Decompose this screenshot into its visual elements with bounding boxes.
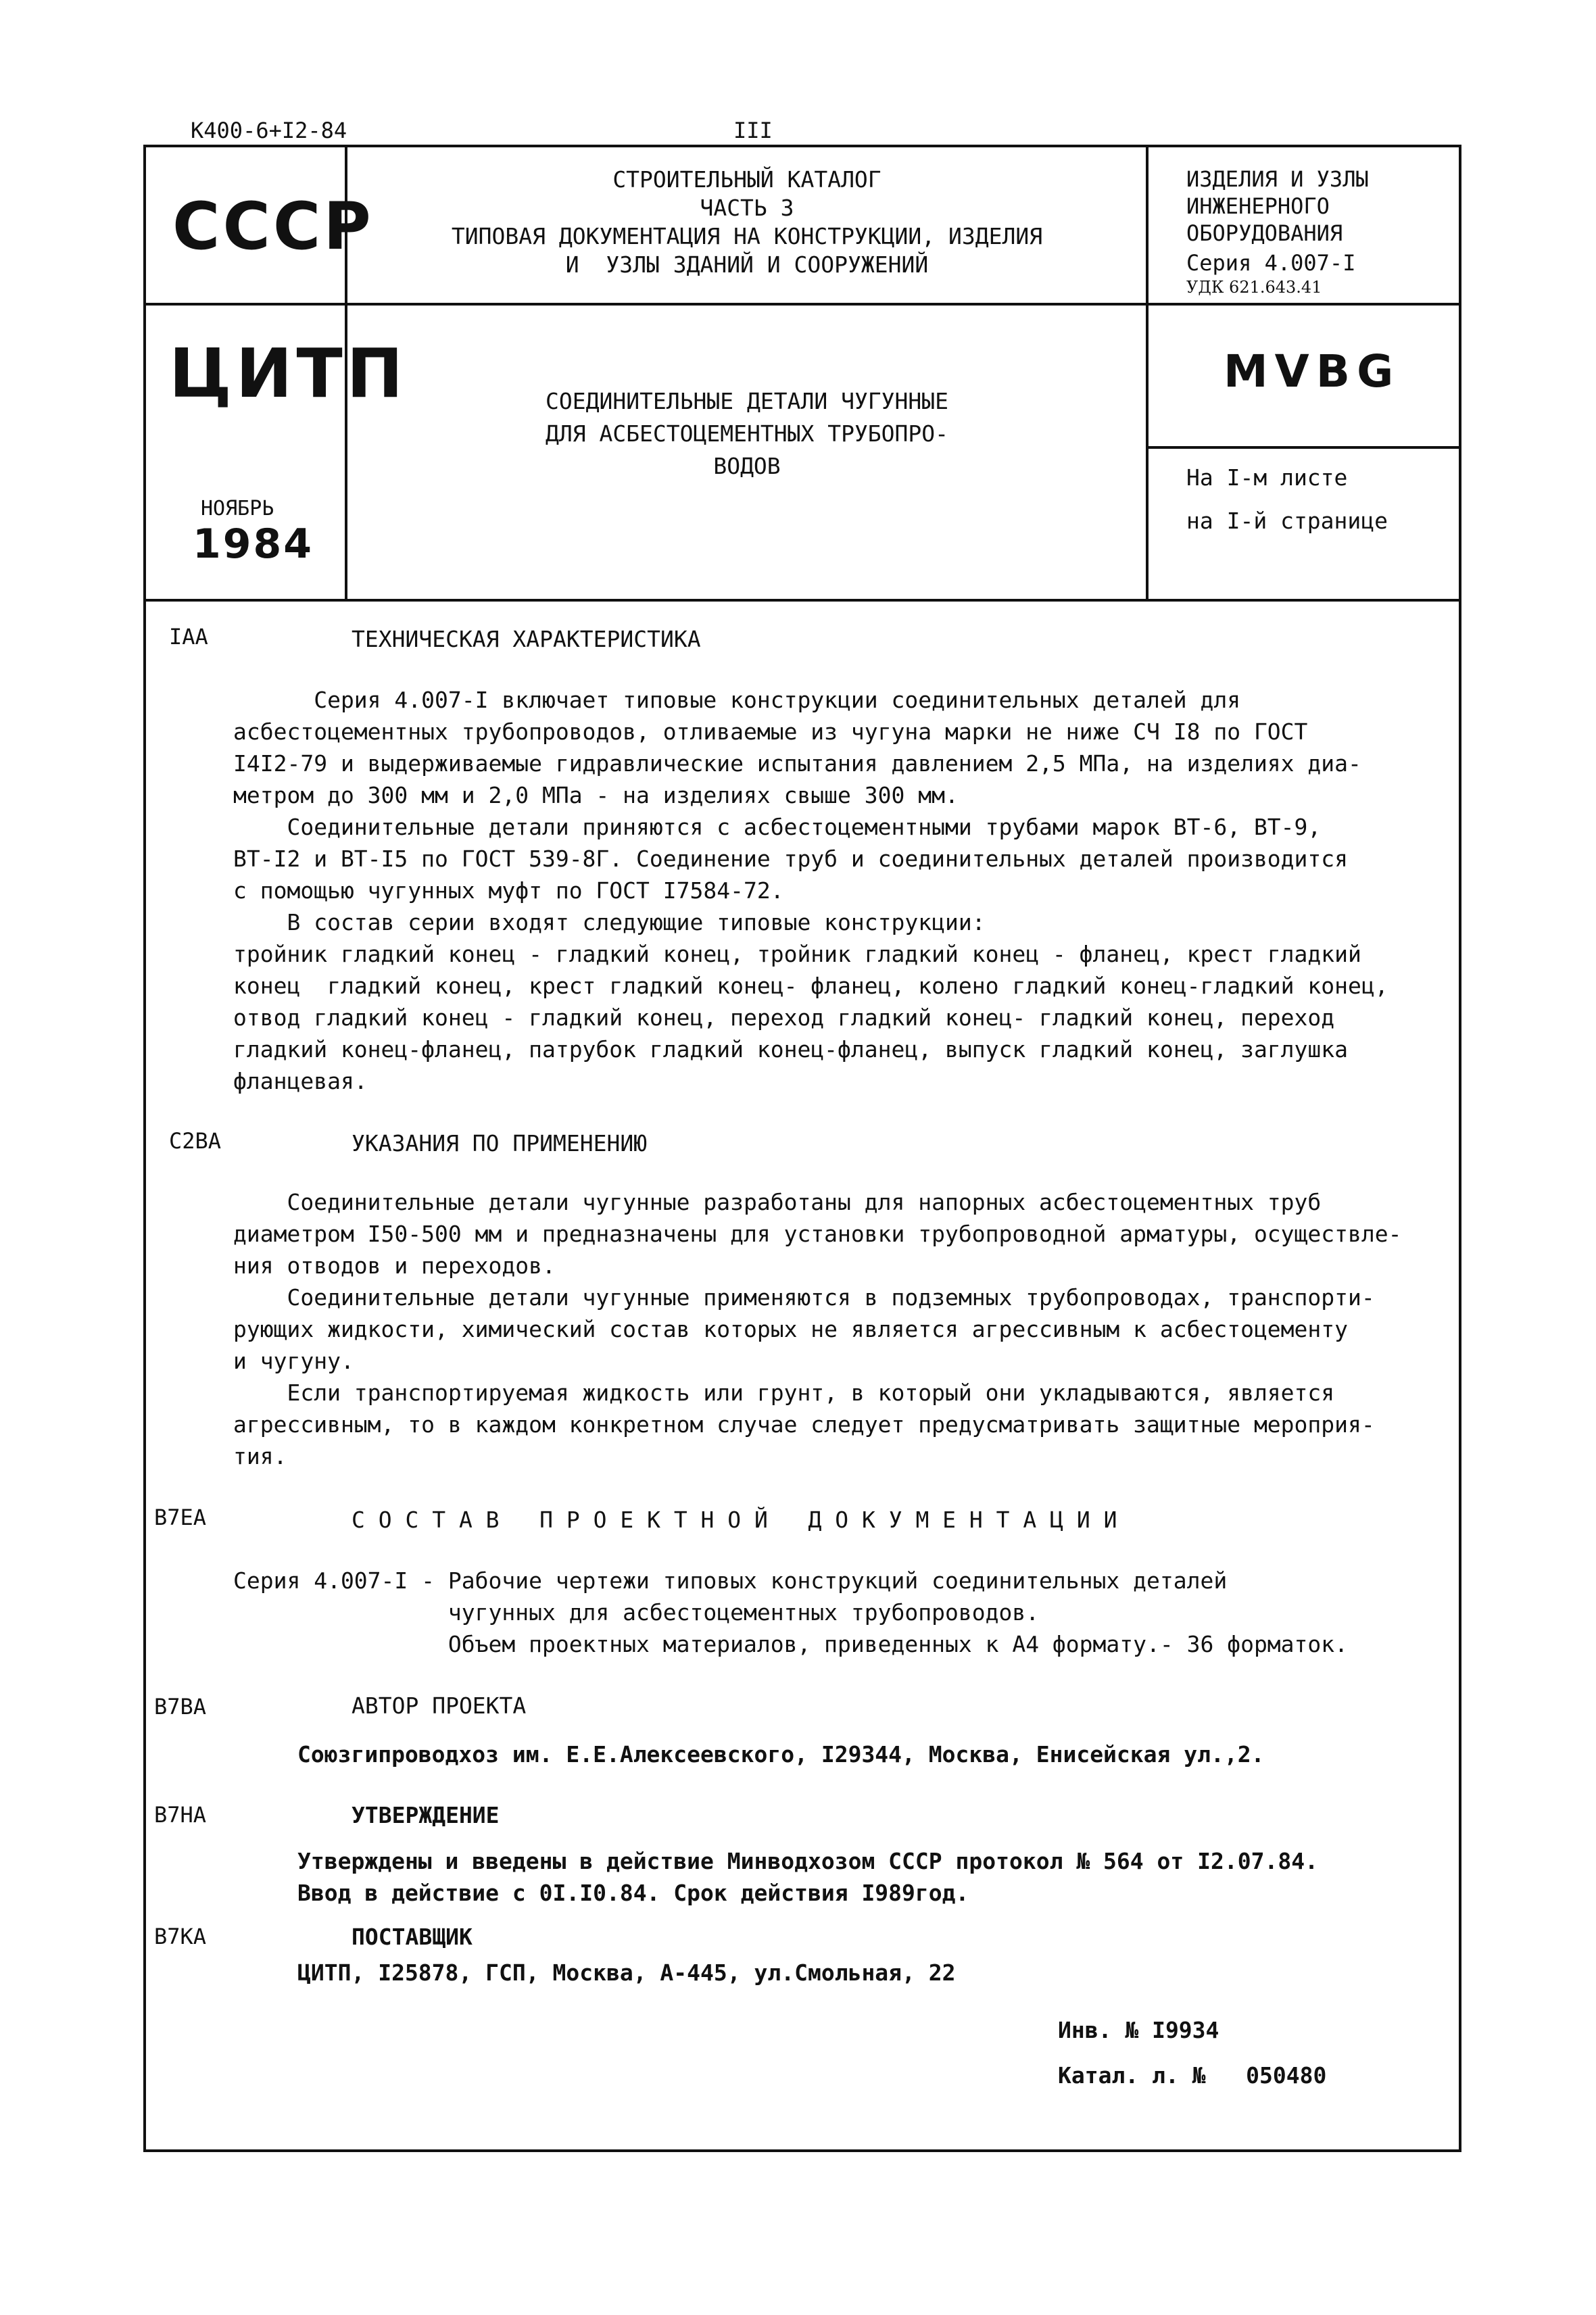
month-label: НОЯБРЬ bbox=[201, 497, 274, 520]
text-line: конец гладкий конец, крест гладкий конец- фланец, колено гладкий конец-гладкий конец, bbox=[233, 973, 1388, 999]
section-heading: АВТОР ПРОЕКТА bbox=[352, 1692, 527, 1719]
text-line: I4I2-79 и выдерживаемые гидравлические испытания давлением 2,5 МПа, на изделиях диа- bbox=[233, 750, 1361, 777]
section-code: C2BA bbox=[169, 1128, 222, 1154]
catalog-block bbox=[352, 166, 1142, 279]
title-line: ДЛЯ АСБЕСТОЦЕМЕНТНЫХ ТРУБОПРО- bbox=[545, 420, 949, 447]
inventory-number: Инв. № I9934 bbox=[1058, 2017, 1219, 2043]
text-line: фланцевая. bbox=[233, 1068, 368, 1094]
supplier-line: ЦИТП, I25878, ГСП, Москва, А-445, ул.Смольная, 22 bbox=[297, 1959, 956, 1986]
org-label: ЦИТП bbox=[169, 334, 408, 413]
page-number: III bbox=[733, 118, 773, 143]
text-line: асбестоцементных трубопроводов, отливаемые из чугуна марки не ниже СЧ I8 по ГОСТ bbox=[233, 718, 1308, 745]
section-heading: УКАЗАНИЯ ПО ПРИМЕНЕНИЮ bbox=[352, 1130, 648, 1156]
header-divider-2 bbox=[143, 599, 1461, 602]
catalog-sheet-number: Катал. л. № 050480 bbox=[1058, 2062, 1327, 2089]
year-label: 1984 bbox=[193, 520, 314, 568]
text-line: Утверждены и введены в действие Минводхозом СССР протокол № 564 от I2.07.84. bbox=[297, 1848, 1318, 1874]
text-line: тия. bbox=[233, 1443, 287, 1469]
udk-label: УДК 621.643.41 bbox=[1186, 278, 1322, 297]
text-line: отвод гладкий конец - гладкий конец, переход гладкий конец- гладкий конец, переход bbox=[233, 1004, 1335, 1031]
header-vline-right bbox=[1146, 145, 1148, 600]
series-label: Серия 4.007-I bbox=[1186, 250, 1356, 276]
catalog-line: И УЗЛЫ ЗДАНИЙ И СООРУЖЕНИЙ bbox=[565, 251, 929, 278]
header-divider-1 bbox=[143, 303, 1461, 306]
text-line: гладкий конец-фланец, патрубок гладкий конец-фланец, выпуск гладкий конец, заглушка bbox=[233, 1036, 1349, 1063]
text-line: агрессивным, то в каждом конкретном случае следует предусматривать защитные мероприя- bbox=[233, 1411, 1375, 1438]
section-code: IAA bbox=[169, 624, 208, 650]
category-line: ОБОРУДОВАНИЯ bbox=[1186, 220, 1343, 246]
sheet-block bbox=[1186, 456, 1388, 543]
text-line: Ввод в действие с 0I.I0.84. Срок действия I989год. bbox=[297, 1880, 969, 1906]
text-line: ния отводов и переходов. bbox=[233, 1252, 556, 1279]
title-block bbox=[352, 385, 1142, 483]
category-line: ИЗДЕЛИЯ И УЗЛЫ bbox=[1186, 166, 1369, 192]
text-line: ВТ-I2 и ВТ-I5 по ГОСТ 539-8Г. Соединение труб и соединительных деталей производится bbox=[233, 846, 1349, 872]
text-line: Серия 4.007-I включает типовые конструкции соединительных деталей для bbox=[233, 687, 1241, 713]
category-line: ИНЖЕНЕРНОГО bbox=[1186, 193, 1330, 219]
code-box-divider bbox=[1146, 446, 1461, 449]
text-line: рующих жидкости, химический состав которых не является агрессивным к асбестоцементу bbox=[233, 1316, 1349, 1342]
text-line: тройник гладкий конец - гладкий конец, тройник гладкий конец - фланец, крест гладкий bbox=[233, 941, 1361, 967]
text-line: Соединительные детали чугунные применяются в подземных трубопроводах, транспорти- bbox=[233, 1284, 1375, 1311]
catalog-line: СТРОИТЕЛЬНЫЙ КАТАЛОГ bbox=[612, 166, 881, 193]
category-block bbox=[1186, 166, 1369, 295]
title-line: ВОДОВ bbox=[713, 453, 781, 479]
catalog-line: ЧАСТЬ 3 bbox=[700, 195, 794, 221]
text-line: чугунных для асбестоцементных трубопроводов. bbox=[233, 1599, 1040, 1626]
section-heading: ПОСТАВЩИК bbox=[352, 1924, 473, 1950]
section-code: B7KA bbox=[154, 1924, 207, 1949]
section-code: B7EA bbox=[154, 1505, 207, 1530]
text-line: Соединительные детали приняются с асбестоцементными трубами марок ВТ-6, ВТ-9, bbox=[233, 814, 1322, 840]
text-line: Серия 4.007-I - Рабочие чертежи типовых конструкций соединительных деталей bbox=[233, 1567, 1228, 1594]
section-code: B7HA bbox=[154, 1802, 207, 1828]
text-line: и чугуну. bbox=[233, 1348, 354, 1374]
sheet-line: На I-м листе bbox=[1186, 464, 1348, 491]
text-line: метром до 300 мм и 2,0 МПа - на изделиях свыше 300 мм. bbox=[233, 782, 959, 808]
section-code: B7BA bbox=[154, 1694, 207, 1720]
text-line: Если транспортируемая жидкость или грунт, в который они укладываются, является bbox=[233, 1380, 1335, 1406]
author-line: Союзгипроводхоз им. Е.Е.Алексеевского, I29344, Москва, Енисейская ул.,2. bbox=[297, 1741, 1265, 1768]
top-left-code: К400-6+I2-84 bbox=[191, 118, 347, 143]
sheet-line: на I-й странице bbox=[1186, 508, 1388, 534]
country-label: СССР bbox=[172, 189, 374, 264]
title-line: СОЕДИНИТЕЛЬНЫЕ ДЕТАЛИ ЧУГУННЫЕ bbox=[545, 388, 949, 414]
section-heading: УТВЕРЖДЕНИЕ bbox=[352, 1802, 500, 1828]
classification-code: MVBG bbox=[1224, 345, 1401, 397]
section-heading: ТЕХНИЧЕСКАЯ ХАРАКТЕРИСТИКА bbox=[352, 626, 701, 652]
text-line: диаметром I50-500 мм и предназначены для установки трубопроводной арматуры, осуществле- bbox=[233, 1221, 1402, 1247]
text-line: Объем проектных материалов, приведенных к А4 формату.- 36 форматок. bbox=[233, 1631, 1349, 1657]
text-line: В состав серии входят следующие типовые конструкции: bbox=[233, 909, 986, 935]
section-heading: С О С Т А В П Р О Е К Т Н О Й Д О К У М Е Н Т А Ц И И bbox=[352, 1507, 1117, 1533]
text-line: с помощью чугунных муфт по ГОСТ I7584-72. bbox=[233, 877, 784, 904]
text-line: Соединительные детали чугунные разработаны для напорных асбестоцементных труб bbox=[233, 1189, 1322, 1215]
catalog-line: ТИПОВАЯ ДОКУМЕНТАЦИЯ НА КОНСТРУКЦИИ, ИЗДЕЛИЯ bbox=[451, 223, 1043, 249]
